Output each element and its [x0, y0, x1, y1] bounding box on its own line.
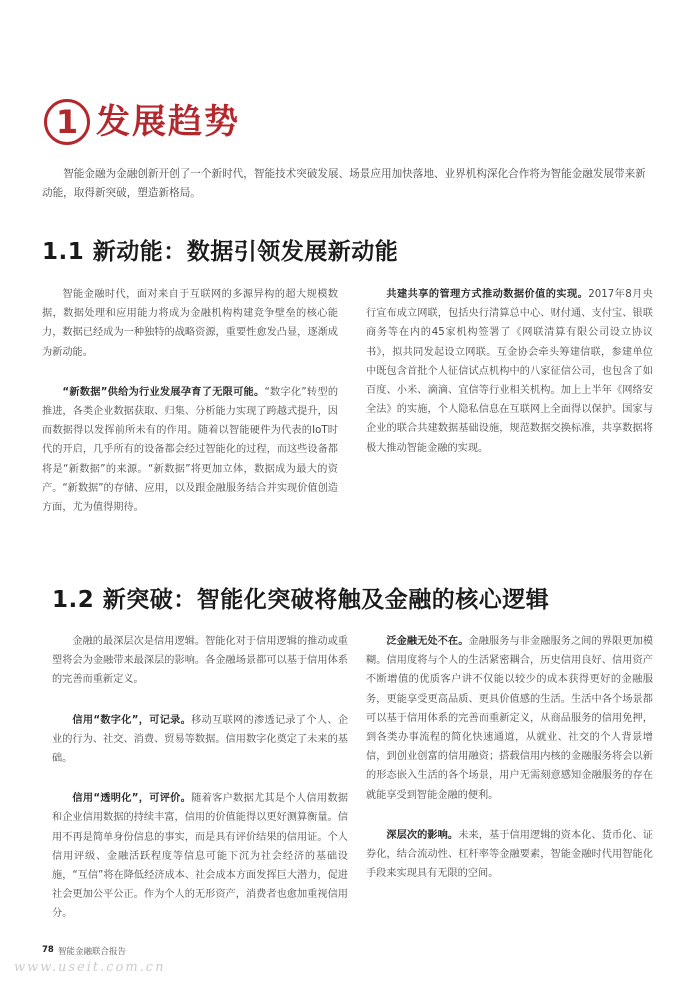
section-2-heading: 1.2 新突破：智能化突破将触及金融的核心逻辑 [52, 587, 550, 613]
paragraph [42, 383, 338, 517]
section-1-left-column [42, 285, 338, 517]
intro-paragraph: 智能金融为金融创新开创了一个新时代，智能技术突破发展、场景应用加快落地、业界机构深化合作将为智能金融发展带来新动能，取得新突破，塑造新格局。 [42, 168, 646, 199]
paragraph-body: “数字化”转型的推进，各类企业数据获取、归集、分析能力实现了跨越式提升，因而数据得以发挥前所未有的作用。随着以智能硬件为代表的IoT时代的开启，几乎所有的设备都会经过智能化的过程，而这些设备都将是“新数据”的来源。“新数据”将更加立体，数据成为最大的资产。“新数据”的存储、应用，以及跟金融服务结合并实现价值创造方面，尤为值得期待。 [42, 386, 339, 514]
paragraph-body: 2017年8月央行宣布成立网联，包括央行清算总中心、财付通、支付宝、银联商务等在内的45家机构签署了《网联清算有限公司设立协议书》，拟共同发起设立网联。互金协会牵头筹建信联，参建单位中既包含首批个人征信试点机构中的八家征信公司，也包含了如百度、小米、滴滴、宜信等行业相关机构。加上上半年《网络安全法》的实施，个人隐私信息在互联网上全面得以保护。国家与企业的联合共建数据基础设施，规范数据交换标准，共享数据将极大推动智能金融的实现。 [366, 289, 653, 454]
paragraph-body: 随着客户数据尤其是个人信用数据和企业信用数据的持续丰富，信用的价值能得以更好测算衡量。信用不再是简单身份信息的事实，而是具有评价结果的信用证。个人信用评级、金融活跃程度等信息可能下沉为社会经济的基础设施，“互信”将在降低经济成本、社会成本方面发挥巨大潜力，促进社会更加公平公正。作为个人的无形资产，消费者也愈加重视信用分。 [52, 793, 349, 920]
paragraph-body: 金融服务与非金融服务之间的界限更加模糊。信用度将与个人的生活紧密耦合，历史信用良好、信用资产不断增值的优质客户讲不仅能以较少的成本获得更好的金融服务，更能享受更高品质、更具价值感的生活。生活中各个场景都可以基于信用体系的完善而重新定义，从商品服务的信用免押，到各类办事流程的简化快速通道，从就业、社交的个人背景增信，到创业创富的信用融资；搭载信用内核的金融服务将会以新的形态嵌入生活的各个场景，用户无需刻意感知金融服务的存在就能享受到智能金融的便利。 [366, 636, 654, 801]
paragraph-lead: 泛金融无处不在。 [386, 636, 469, 647]
paragraph-lead: 深层次的影响。 [386, 829, 459, 841]
section-2-left-column [52, 632, 348, 924]
paragraph [366, 632, 653, 805]
paragraph: 智能金融时代，面对来自于互联网的多源异构的超大规模数据，数据处理和应用能力将成为金融机构构建竞争壁垒的核心能力，数据已经成为一种独特的战略资源，重要性愈发凸显，逐渐成为新动能。 [42, 289, 338, 358]
watermark: www.useit.com.cn [14, 960, 166, 975]
paragraph [366, 826, 653, 884]
paragraph: 金融的最深层次是信用逻辑。智能化对于信用逻辑的推动或重塑将会为金融带来最深层的影响。各金融场景都可以基于信用体系的完善而重新定义。 [52, 636, 348, 686]
paragraph-lead: 信用“透明化”，可评价。 [72, 793, 192, 805]
footer-report-title: 智能金融联合报告 [58, 947, 127, 957]
page-number: 78 [42, 945, 54, 955]
paragraph [52, 789, 348, 923]
paragraph [52, 711, 348, 769]
paragraph-lead: “新数据”供给为行业发展孕育了无限可能。 [62, 386, 265, 398]
paragraph-body: 移动互联网的渗透记录了个人、企业的行为、社交、消费、贸易等数据。信用数字化奠定了未来的基础。 [52, 714, 349, 765]
section-2-right-column [366, 632, 653, 883]
paragraph-lead: 信用“数字化”，可记录。 [72, 714, 192, 726]
paragraph-lead: 共建共享的管理方式推动数据价值的实现。 [386, 289, 589, 300]
paragraph [366, 285, 653, 458]
section-1-right-column [366, 285, 653, 458]
chapter-title: 发展趋势 [96, 102, 240, 142]
paragraph-body: 未来，基于信用逻辑的资本化、货币化、证券化，结合流动性、杠杆率等金融要素，智能金融时代用智能化手段来实现具有无限的空间。 [366, 829, 654, 880]
section-1-heading: 1.1 新动能：数据引领发展新动能 [42, 239, 399, 265]
chapter-number-badge: 1 [44, 99, 90, 145]
